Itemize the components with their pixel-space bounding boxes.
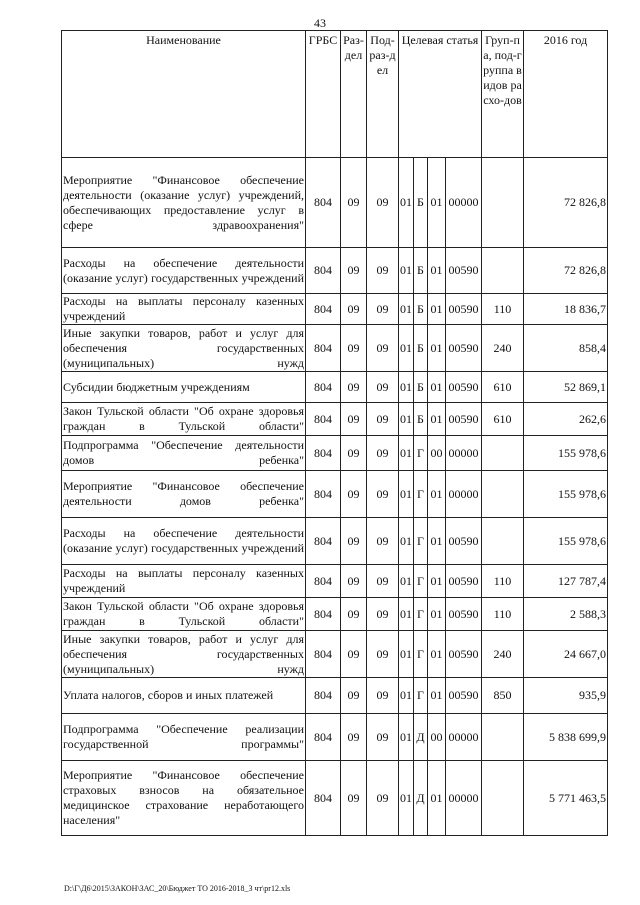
row-target-subprogram: Б <box>414 325 428 372</box>
header-target: Целевая статья <box>399 31 482 158</box>
row-expense-type: 110 <box>482 598 524 631</box>
row-target-program: 01 <box>399 436 414 471</box>
table-row <box>62 761 608 836</box>
row-name: Мероприятие "Финансовое обеспечение деятельности домов ребенка" <box>62 471 306 518</box>
row-amount-2016: 5 838 699,9 <box>524 714 608 761</box>
row-expense-type <box>482 518 524 565</box>
row-razdel: 09 <box>341 158 367 248</box>
row-grbs: 804 <box>306 325 341 372</box>
row-name: Расходы на обеспечение деятельности (оказание услуг) государственных учреждений <box>62 518 306 565</box>
file-path-footer: D:\Г\Д6\2015\ЗАКОН\ЗАС_20\Бюджет ТО 2016-2018_3 чт\pr12.xls <box>64 884 291 893</box>
row-name: Иные закупки товаров, работ и услуг для обеспечения государственных (муниципальных) нужд <box>63 325 304 370</box>
row-target-subprogram: Г <box>414 631 428 678</box>
row-name: Расходы на выплаты персоналу казенных учреждений <box>62 565 306 598</box>
header-grbs: ГРБС <box>306 31 341 158</box>
row-name: Подпрограмма "Обеспечение реализации государственной программы" <box>62 714 306 761</box>
row-amount-2016: 262,6 <box>524 403 608 436</box>
row-amount-2016: 127 787,4 <box>524 565 608 598</box>
row-target-program: 01 <box>399 565 414 598</box>
row-target-program: 01 <box>399 325 414 372</box>
table-row <box>62 248 608 294</box>
row-target-event: 01 <box>428 403 446 436</box>
header-group: Груп-па, под-группа видов расхо-дов <box>482 31 524 158</box>
row-target-event: 01 <box>428 761 446 836</box>
row-amount-2016: 52 869,1 <box>524 372 608 403</box>
row-podrazdel: 09 <box>367 565 399 598</box>
row-target-program: 01 <box>399 631 414 678</box>
row-grbs: 804 <box>306 518 341 565</box>
row-grbs: 804 <box>306 678 341 714</box>
row-target-program: 01 <box>399 598 414 631</box>
row-podrazdel: 09 <box>367 436 399 471</box>
row-target-direction: 00590 <box>446 248 482 294</box>
row-podrazdel: 09 <box>367 761 399 836</box>
row-target-direction: 00590 <box>446 372 482 403</box>
row-target-direction: 00000 <box>446 471 482 518</box>
row-target-subprogram: Г <box>414 436 428 471</box>
row-target-event: 01 <box>428 158 446 248</box>
row-amount-2016: 155 978,6 <box>524 518 608 565</box>
row-grbs: 804 <box>306 248 341 294</box>
row-amount-2016: 935,9 <box>524 678 608 714</box>
row-target-event: 01 <box>428 631 446 678</box>
row-razdel: 09 <box>341 436 367 471</box>
row-name: Субсидии бюджетным учреждениям <box>62 372 306 403</box>
row-podrazdel: 09 <box>367 518 399 565</box>
row-expense-type: 240 <box>482 325 524 372</box>
row-amount-2016: 72 826,8 <box>524 248 608 294</box>
row-podrazdel: 09 <box>367 158 399 248</box>
row-grbs: 804 <box>306 761 341 836</box>
row-expense-type: 110 <box>482 565 524 598</box>
table-row <box>62 436 608 471</box>
table-row <box>62 294 608 325</box>
header-razdel: Раз-дел <box>341 31 367 158</box>
row-name: Подпрограмма "Обеспечение деятельности домов ребенка" <box>62 436 306 471</box>
row-grbs: 804 <box>306 565 341 598</box>
header-year: 2016 год <box>524 31 608 158</box>
header-name: Наименование <box>62 31 306 158</box>
row-target-program: 01 <box>399 714 414 761</box>
row-amount-2016: 5 771 463,5 <box>524 761 608 836</box>
row-grbs: 804 <box>306 158 341 248</box>
row-target-program: 01 <box>399 403 414 436</box>
row-target-subprogram: Б <box>414 294 428 325</box>
row-grbs: 804 <box>306 372 341 403</box>
row-razdel: 09 <box>341 471 367 518</box>
row-target-event: 01 <box>428 518 446 565</box>
row-podrazdel: 09 <box>367 248 399 294</box>
row-expense-type <box>482 248 524 294</box>
row-target-direction: 00590 <box>446 403 482 436</box>
row-target-direction: 00590 <box>446 598 482 631</box>
table-row <box>62 518 608 565</box>
row-target-direction: 00590 <box>446 294 482 325</box>
row-target-event: 01 <box>428 372 446 403</box>
row-podrazdel: 09 <box>367 372 399 403</box>
row-target-event: 00 <box>428 436 446 471</box>
row-name: Закон Тульской области "Об охране здоровья граждан в Тульской области" <box>62 403 306 436</box>
row-amount-2016: 155 978,6 <box>524 471 608 518</box>
row-target-program: 01 <box>399 518 414 565</box>
table-row <box>62 158 608 248</box>
row-grbs: 804 <box>306 436 341 471</box>
row-target-direction: 00590 <box>446 678 482 714</box>
row-target-direction: 00000 <box>446 158 482 248</box>
row-target-program: 01 <box>399 761 414 836</box>
table-row <box>62 678 608 714</box>
row-razdel: 09 <box>341 325 367 372</box>
table-header-row <box>62 31 608 158</box>
row-amount-2016: 72 826,8 <box>524 158 608 248</box>
row-target-event: 01 <box>428 471 446 518</box>
row-expense-type <box>482 471 524 518</box>
row-grbs: 804 <box>306 294 341 325</box>
table-row <box>62 565 608 598</box>
row-target-event: 01 <box>428 248 446 294</box>
row-target-event: 01 <box>428 678 446 714</box>
row-name: Мероприятие "Финансовое обеспечение страховых взносов на обязательное медицинское страхование неработающего населения" <box>62 761 306 836</box>
row-target-subprogram: Б <box>414 158 428 248</box>
table-row <box>62 598 608 631</box>
row-name: Мероприятие "Финансовое обеспечение деятельности (оказание услуг) учреждений, обеспечивающих предоставление услуг в сфере здравоохранения" <box>62 158 306 248</box>
row-target-direction: 00000 <box>446 714 482 761</box>
row-grbs: 804 <box>306 403 341 436</box>
page-number: 43 <box>314 16 326 30</box>
row-target-event: 01 <box>428 294 446 325</box>
row-target-program: 01 <box>399 471 414 518</box>
row-expense-type: 610 <box>482 403 524 436</box>
budget-table <box>61 30 608 836</box>
row-expense-type: 850 <box>482 678 524 714</box>
row-target-subprogram: Д <box>414 714 428 761</box>
row-grbs: 804 <box>306 598 341 631</box>
row-razdel: 09 <box>341 761 367 836</box>
table-row <box>62 631 608 678</box>
row-podrazdel: 09 <box>367 325 399 372</box>
row-razdel: 09 <box>341 598 367 631</box>
row-podrazdel: 09 <box>367 471 399 518</box>
row-name: Иные закупки товаров, работ и услуг для обеспечения государственных (муниципальных) нужд <box>63 631 304 676</box>
row-razdel: 09 <box>341 678 367 714</box>
row-razdel: 09 <box>341 248 367 294</box>
row-target-subprogram: Г <box>414 598 428 631</box>
table-row <box>62 372 608 403</box>
row-target-direction: 00590 <box>446 631 482 678</box>
row-target-direction: 00000 <box>446 761 482 836</box>
row-expense-type <box>482 761 524 836</box>
row-expense-type <box>482 158 524 248</box>
row-razdel: 09 <box>341 403 367 436</box>
row-razdel: 09 <box>341 565 367 598</box>
row-expense-type <box>482 714 524 761</box>
row-target-direction: 00590 <box>446 565 482 598</box>
row-expense-type: 240 <box>482 631 524 678</box>
table-row <box>62 325 608 372</box>
row-podrazdel: 09 <box>367 678 399 714</box>
row-target-event: 01 <box>428 598 446 631</box>
row-podrazdel: 09 <box>367 714 399 761</box>
row-target-program: 01 <box>399 158 414 248</box>
row-target-subprogram: Б <box>414 248 428 294</box>
row-target-direction: 00590 <box>446 325 482 372</box>
row-grbs: 804 <box>306 471 341 518</box>
row-name: Расходы на обеспечение деятельности (оказание услуг) государственных учреждений <box>62 248 306 294</box>
row-razdel: 09 <box>341 631 367 678</box>
row-razdel: 09 <box>341 294 367 325</box>
row-expense-type: 610 <box>482 372 524 403</box>
row-target-subprogram: Г <box>414 471 428 518</box>
row-target-event: 01 <box>428 325 446 372</box>
row-podrazdel: 09 <box>367 631 399 678</box>
row-expense-type <box>482 436 524 471</box>
row-target-subprogram: Г <box>414 565 428 598</box>
row-amount-2016: 18 836,7 <box>524 294 608 325</box>
row-target-program: 01 <box>399 248 414 294</box>
table-row <box>62 714 608 761</box>
row-amount-2016: 155 978,6 <box>524 436 608 471</box>
row-razdel: 09 <box>341 518 367 565</box>
row-target-subprogram: Д <box>414 761 428 836</box>
row-target-subprogram: Г <box>414 518 428 565</box>
table-row <box>62 403 608 436</box>
row-podrazdel: 09 <box>367 294 399 325</box>
table-row <box>62 471 608 518</box>
row-target-direction: 00590 <box>446 518 482 565</box>
row-target-program: 01 <box>399 294 414 325</box>
row-amount-2016: 858,4 <box>524 325 608 372</box>
row-name: Уплата налогов, сборов и иных платежей <box>62 678 306 714</box>
header-podrazdel: Под-раз-дел <box>367 31 399 158</box>
row-podrazdel: 09 <box>367 598 399 631</box>
row-target-event: 01 <box>428 565 446 598</box>
row-target-event: 00 <box>428 714 446 761</box>
row-name: Закон Тульской области "Об охране здоровья граждан в Тульской области" <box>62 598 306 631</box>
row-target-subprogram: Г <box>414 678 428 714</box>
row-razdel: 09 <box>341 372 367 403</box>
row-target-program: 01 <box>399 372 414 403</box>
row-grbs: 804 <box>306 714 341 761</box>
row-target-subprogram: Б <box>414 403 428 436</box>
row-target-subprogram: Б <box>414 372 428 403</box>
row-razdel: 09 <box>341 714 367 761</box>
row-target-direction: 00000 <box>446 436 482 471</box>
row-amount-2016: 2 588,3 <box>524 598 608 631</box>
row-expense-type: 110 <box>482 294 524 325</box>
row-podrazdel: 09 <box>367 403 399 436</box>
row-grbs: 804 <box>306 631 341 678</box>
row-amount-2016: 24 667,0 <box>524 631 608 678</box>
row-target-program: 01 <box>399 678 414 714</box>
row-name: Расходы на выплаты персоналу казенных учреждений <box>63 294 304 323</box>
